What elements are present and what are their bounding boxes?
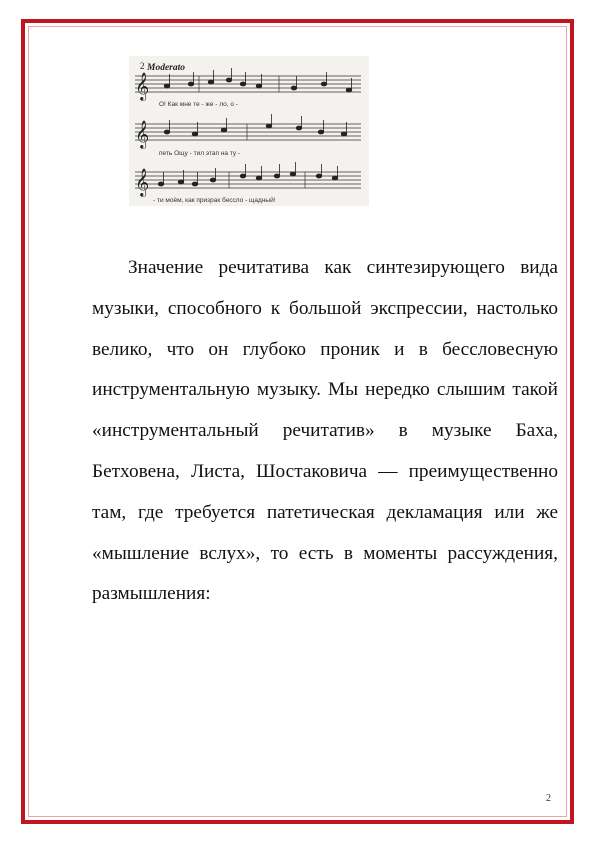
notes-staff-3: [158, 162, 338, 186]
lyrics-line-1: О! Как мне те - же - ло, о -: [159, 101, 238, 108]
body-text: [92, 248, 558, 615]
lyrics-line-3: - ти моём, как призрак бессло - щадный!: [153, 197, 276, 204]
treble-clef-icon: 𝄞: [135, 168, 150, 196]
treble-clef-icon: 𝄞: [135, 72, 150, 100]
paragraph: Значение речитатива как синтезирующего вида музыки, способного к большой экспрессии, настолько велико, что он глубоко проник и в бессловесную инструментальную музыку. Мы нередко слышим такой «инструментальный речитатив» в музыке Баха, Бетховена, Листа, Шостаковича — преимущественно там, где требуется патетическая декламация или же «мышление вслух», то есть в моменты рассуждения, размышления:: [92, 257, 558, 605]
music-score-image: [129, 56, 369, 206]
staff-line-3: [135, 172, 361, 188]
treble-clef-icon: 𝄞: [135, 120, 150, 148]
tempo-marking: Moderato: [147, 63, 185, 73]
lyrics-line-2: петь Ощу - тил этап на ту -: [159, 150, 241, 157]
page-number: 2: [546, 793, 551, 804]
notes-staff-2: [164, 114, 347, 136]
time-signature: 2: [140, 61, 145, 71]
